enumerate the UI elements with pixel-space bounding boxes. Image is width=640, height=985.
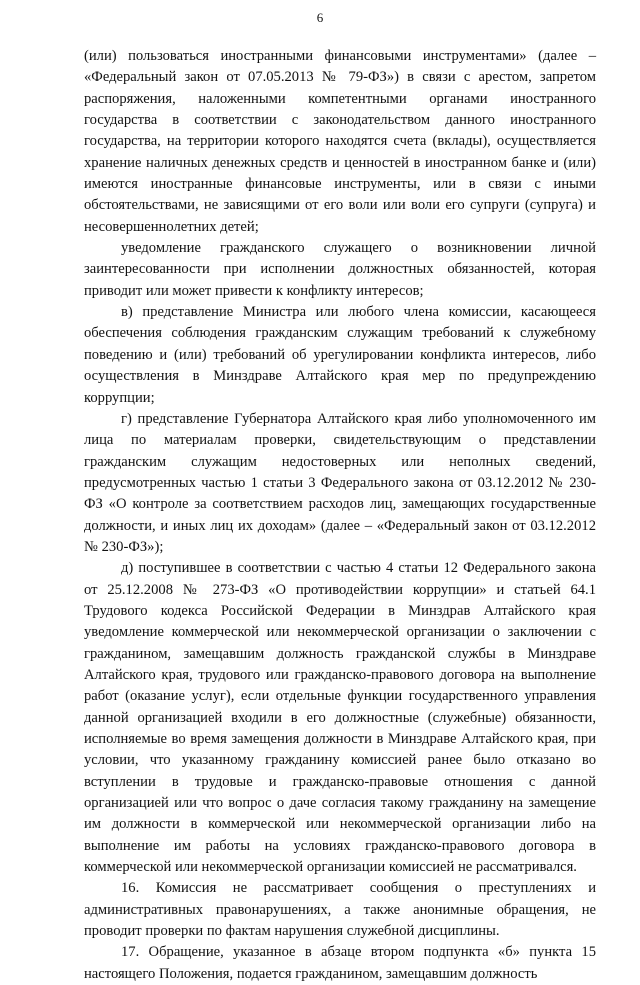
paragraph-clause-16: 16. Комиссия не рассматривает сообщения о преступлениях и административных правонарушениях, а также анонимные обращения, не проводит проверки по фактам нарушения служебной дисциплины. <box>84 880 596 940</box>
paragraph-continuation: (или) пользоваться иностранными финансовыми инструментами» (далее – «Федеральный закон от 07.05.2013 № 79-ФЗ») в связи с арестом, запретом распоряжения, наложенными компетентными органами иностранного государства в соответствии с законодательством данного иностранного государства, на территории которого находятся счета (вклады), осуществляется хранение наличных денежных средств и ценностей в иностранном банке и (или) имеются иностранные финансовые инструменты, или в связи с иными обстоятельствами, не зависящими от его воли или воли его супруги (супруга) и несовершеннолетних детей; <box>84 48 596 235</box>
paragraph-item-g: г) представление Губернатора Алтайского края либо уполномоченного им лица по материалам проверки, свидетельствующим о представлении гражданским служащим недостоверных или неполных сведений, предусмотренных частью 1 статьи 3 Федерального закона от 03.12.2012 № 230-ФЗ «О контроле за соответствием расходов лиц, замещающих государственные должности, и иных лиц их доходам» (далее – «Федеральный закон от 03.12.2012 № 230-ФЗ»); <box>84 410 596 555</box>
paragraph-item-v: в) представление Министра или любого члена комиссии, касающееся обеспечения соблюдения гражданским служащим требований к служебному поведению и (или) требований об урегулировании конфликта интересов, либо осуществления в Минздраве Алтайского края мер по предупреждению коррупции; <box>84 304 596 406</box>
paragraph-conflict-notice: уведомление гражданского служащего о возникновении личной заинтересованности при исполнении должностных обязанностей, которая приводит или может привести к конфликту интересов; <box>84 240 596 299</box>
document-body <box>84 46 596 985</box>
paragraph-clause-17: 17. Обращение, указанное в абзаце втором подпункта «б» пункта 15 настоящего Положения, подается гражданином, замещавшим должность <box>84 944 596 982</box>
page-number: 6 <box>316 10 324 25</box>
paragraph-item-d: д) поступившее в соответствии с частью 4 статьи 12 Федерального закона от 25.12.2008 № 273-ФЗ «О противодействии коррупции» и статьей 64.1 Трудового кодекса Российской Федерации в Минздрав Алтайского края уведомление коммерческой или некоммерческой организации о заключении с гражданином, замещавшим должность гражданской службы в Минздраве Алтайского края, трудового или гражданско-правового договора на выполнение работ (оказание услуг), если отдельные функции государственного управления данной организацией входили в его должностные (служебные) обязанности, исполняемые во время замещения должности в Минздраве Алтайского края, при условии, что указанному гражданину комиссией ранее было отказано во вступлении в трудовые и гражданско-правовые отношения с данной организацией или что вопрос о даче согласия такому гражданину на замещение им должности в коммерческой или некоммерческой организации либо на выполнение им работы на условиях гражданско-правового договора в коммерческой или некоммерческой организации комиссией не рассматривался. <box>84 560 596 876</box>
